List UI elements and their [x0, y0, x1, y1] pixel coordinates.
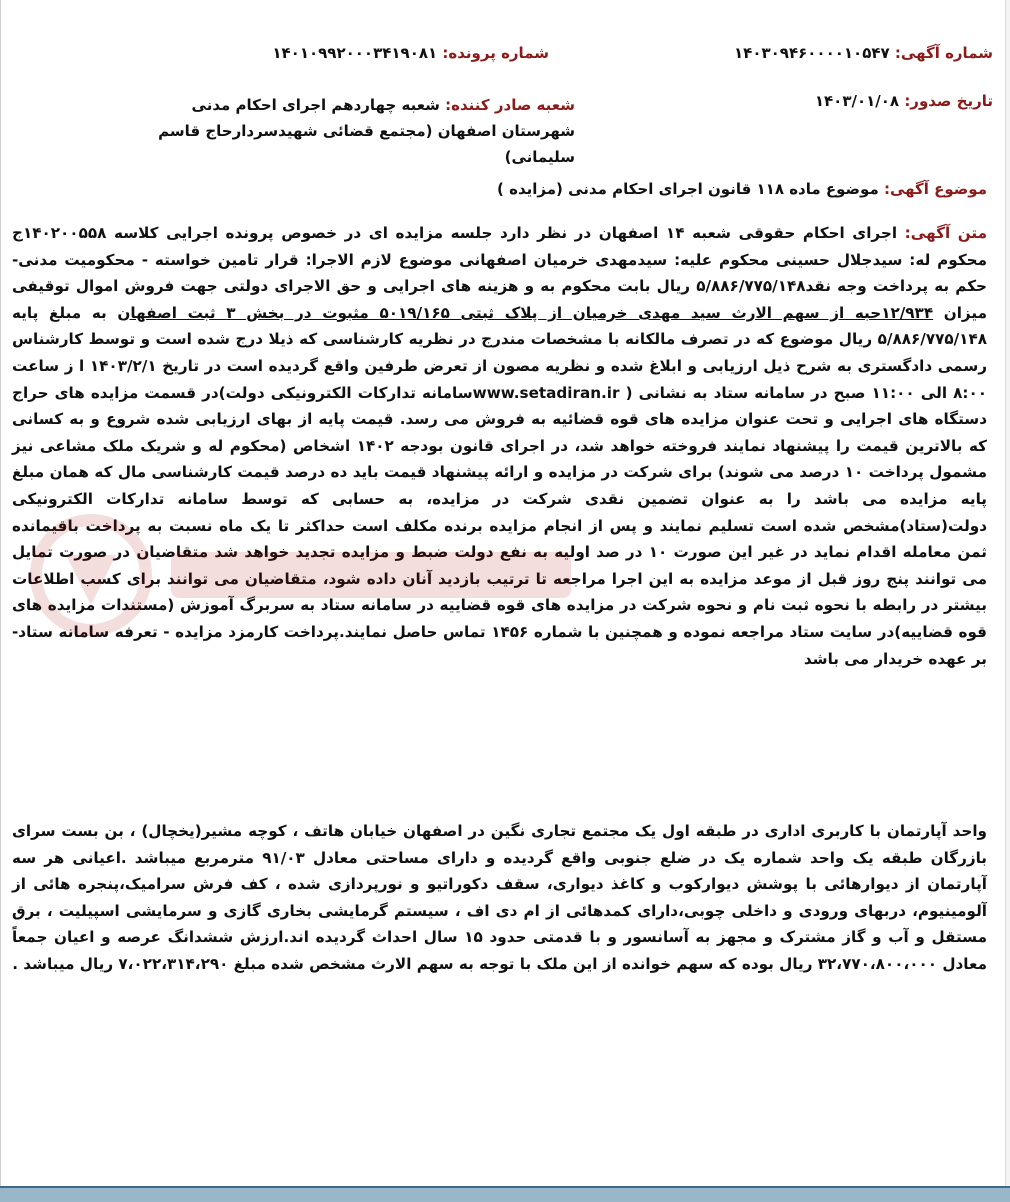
issuer-label: شعبه صادر کننده:: [445, 96, 575, 114]
body-text-part3: سامانه تدارکات الکترونیکی دولت)در قسمت مزایده های حراج دستگاه های اجرایی و تحت عنوان مزایده های قوه قضائیه به فروش می رسد. قیمت پایه از بهای ارزیابی شده شروع و به کسانی که بالاترین قیمت را پیشنهاد نمایند فروخته خواهد شد، در اجرای قانون بودجه ۱۴۰۲ اشخاص (محکوم له و شریک ملک مشاعی نیز مشمول پرداخت ۱۰ درصد می شوند) برای شرکت در مزایده و ارائه پیشنهاد قیمت باید ده درصد قیمت کارشناسی مال که همان مبلغ پایه مزایده می باشد را به عنوان تضمین نقدی شرکت در مزایده، به حسابی که توسط سامانه تدارکات الکترونیکی دولت(ستاد)مشخص شده است تسلیم نمایند و پس از انجام مزایده برنده مکلف است حداکثر تا یک ماه نسبت به پرداخت باقیمانده ثمن معامله اقدام نماید در غیر این صورت ۱۰ در صد اولیه به نفع دولت ضبط و مزایده تجدید خواهد شد متقاضیان در صورت تمایل می توانند پنج روز قبل از موعد مزایده به این اجرا مراجعه تا ترتیب بازدید آنان داده شود، متقاضیان می توانند برای کسب اطلاعات بیشتر در رابطه با نحوه ثبت نام و نحوه شرکت در مزایده های قوه قضاییه در سامانه ستاد به سربرگ آموزش (مستندات مزایده های قوه قضاییه)در سایت ستاد مراجعه نموده و همچنین با شماره ۱۴۵۶ تماس حاصل نمایند.پرداخت کارمزد مزایده - تعرفه سامانه ستاد- بر عهده خریدار می باشد: [12, 383, 987, 668]
body-underlined-text: ۱۲/۹۳۴حبه از سهم الارث سید مهدی خرمیان از پلاک ثبتی ۵۰۱۹/۱۶۵ مثبوت در بخش ۳ ثبت اصفهان: [117, 303, 934, 322]
body-label: متن آگهی:: [904, 224, 988, 242]
subject-text: موضوع ماده ۱۱۸ قانون اجرای احکام مدنی (مزایده ): [497, 180, 879, 198]
file-number-label: شماره پرونده:: [442, 44, 549, 62]
issue-date: ۱۴۰۳/۰۱/۰۸: [814, 92, 900, 110]
subject-label: موضوع آگهی:: [883, 180, 987, 198]
website-link[interactable]: www.setadiran.ir: [472, 383, 620, 402]
file-number: ۱۴۰۱۰۹۹۲۰۰۰۳۴۱۹۰۸۱: [272, 44, 438, 62]
notice-number-label: شماره آگهی:: [894, 44, 993, 62]
issue-date-label: تاریخ صدور:: [904, 92, 993, 110]
body-text-part2: به مبلغ پایه ۵/۸۸۶/۷۷۵/۱۴۸ ریال موضوع که در تصرف مالکانه با مشخصات مندرج در نظریه کارشناسی که ذیلا درج شده است و توسط کارشناس رسمی دادگستری به شرح ذیل ارزیابی و ابلاغ شده و نظریه مصون از تعرض طرفین واقع گردیده است در تاریخ ۱۴۰۳/۲/۱ ا ز ساعت ۸:۰۰ الی ۱۱:۰۰ صبح در سامانه ستاد به نشانی (: [12, 303, 987, 402]
notice-number-row: [734, 44, 993, 62]
notice-number: ۱۴۰۳۰۹۴۶۰۰۰۰۱۰۵۴۷: [734, 44, 890, 62]
file-number-row: [272, 44, 549, 62]
property-description: واحد آپارتمان با کاربری اداری در طبقه اول یک مجتمع تجاری نگین در اصفهان خیابان هاتف ، کوچه مشیر(یخچال) ، بن بست سرای بازرگان طبقه یک واحد شماره یک در ضلع جنوبی واقع گردیده و دارای مساحتی معادل ۹۱/۰۳ مترمربع میباشد .اعیانی هر سه آپارتمان از دیوارهائی با پوشش دیوارکوب و کاغذ دیواری، سقف دکوراتیو و نورپردازی شده ، کف فرش سرامیک،پنجره هائی از آلومینیوم، دربهای ورودی و داخلی چوبی،دارای کمدهائی از ام دی اف ، سیستم گرمایشی بخاری گازی و سرمایشی اسپیلیت ، برق مستقل و آب و گاز مشترک و مجهز به آسانسور و با قدمتی حدود ۱۵ سال احداث گردیده اند.ارزش ششدانگ عرصه و اعیان جمعاً معادل ۳۲،۷۷۰،۸۰۰،۰۰۰ ریال بوده که سهم خوانده از این ملک با توجه به سهم الارث مشخص شده مبلغ ۷،۰۲۲،۳۱۴،۲۹۰ ریال میباشد .: [12, 822, 988, 973]
notice-body: [12, 220, 987, 672]
body-text-part1: اجرای احکام حقوقی شعبه ۱۴ اصفهان در نظر دارد جلسه مزایده ای در خصوص پرونده اجرایی کلاسه ۱۴۰۲۰۰۵۵۸ج محکوم له: سیدجلال حسینی محکوم علیه: سیدمهدی خرمیان اصفهانی موضوع لازم الاجرا: قرار تامین خواسته - محکومیت مدنی- حکم به پرداخت وجه نقد۵/۸۸۶/۷۷۵/۱۴۸ ریال بابت محکوم به و هزینه های اجرایی و حق الاجرای دولتی جهت فروش اموال توقیفی میزان: [12, 224, 987, 322]
issuer-block: [145, 92, 575, 170]
issuer-text: شعبه چهاردهم اجرای احکام مدنی شهرستان اصفهان (مجتمع قضائی شهیدسردارحاج قاسم سلیمانی): [158, 96, 575, 166]
subject-row: [497, 180, 987, 198]
vertical-scrollbar[interactable]: [1005, 0, 1010, 1186]
issue-date-row: [815, 92, 993, 110]
